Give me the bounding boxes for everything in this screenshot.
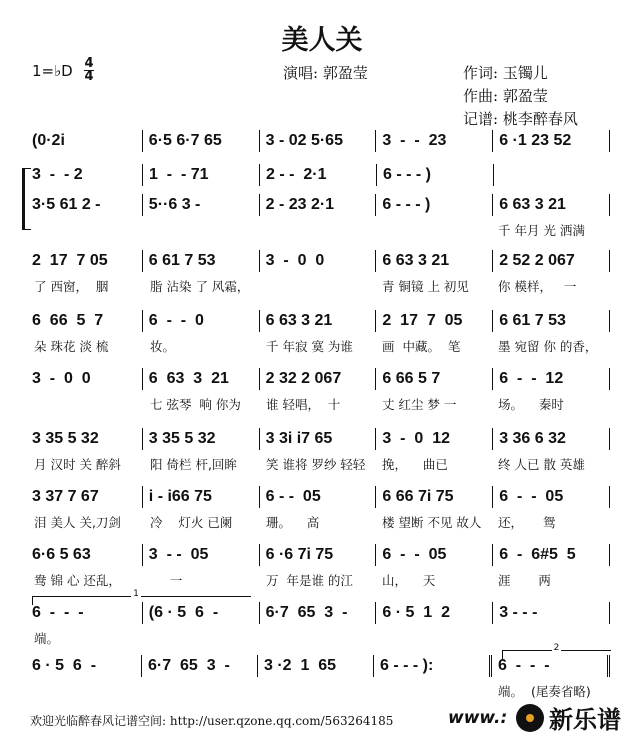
lyric-line <box>30 221 610 239</box>
measure: 6 61 7 53 <box>143 250 260 272</box>
measure: 2 52 2 067 <box>493 250 610 272</box>
measure: 3 - 0 12 <box>376 428 493 450</box>
logo-text: 新乐谱 <box>549 706 621 734</box>
time-signature <box>84 58 94 83</box>
measure: 6·6 5 63 <box>30 544 143 566</box>
lyric-line <box>30 395 610 413</box>
volta-label: 2 <box>553 643 560 653</box>
staff-row <box>30 194 610 216</box>
measure: 6 - - 12 <box>493 368 610 390</box>
lyric-segment: 阳 倚栏 杆,回眸 <box>150 457 237 472</box>
measure: 5··6 3 - <box>143 194 260 216</box>
composer-credit: 作曲: 郭盈莹 <box>463 87 548 105</box>
lyric-segment: 青 铜镜 上 初见 <box>382 279 469 294</box>
lyric-segment: 脂 沾染 了 风霜， <box>150 279 250 294</box>
lyric-segment: 还， 鸳 <box>498 515 556 530</box>
footer-www: www.: <box>448 708 508 728</box>
lyric-segment <box>30 682 146 700</box>
measure: 6 63 3 21 <box>143 368 260 390</box>
lyric-line <box>30 337 610 355</box>
measure: 3 37 7 67 <box>30 486 143 508</box>
staff-row <box>30 602 610 624</box>
lyric-segment: 鸯 锦 心 还乱， <box>34 573 121 588</box>
lyric-segment: 月 汉时 关 醉斜 <box>34 457 121 472</box>
site-logo <box>512 700 625 735</box>
measure: 6 - - - ) <box>377 164 494 186</box>
lyric-segment: 楼 望断 不见 故人 <box>382 515 482 530</box>
measure: 6 · 5 1 2 <box>376 602 493 624</box>
lyric-segment: 端。 (尾奏省略) <box>498 684 591 699</box>
lyric-line <box>30 513 610 531</box>
measure: 6 61 7 53 <box>493 310 610 332</box>
lyric-segment <box>378 629 494 647</box>
lyric-segment: 丈 红尘 梦 一 <box>382 397 457 412</box>
lyric-line <box>30 629 610 647</box>
song-title: 美人关 <box>281 25 363 56</box>
lyric-segment: 画 中藏。 笔 <box>382 339 461 354</box>
lyric-segment <box>146 682 262 700</box>
measure: 6 - - 05 <box>493 486 610 508</box>
lyric-segment <box>146 221 262 239</box>
measure: 2 - - 2·1 <box>260 164 377 186</box>
measure: 6 ·1 23 52 <box>493 130 610 152</box>
lyric-line <box>30 455 610 473</box>
lyric-segment: 终 人已 散 英雄 <box>498 457 585 472</box>
key-signature: 1=♭D <box>32 62 73 80</box>
measure: 6 - - - ) <box>376 194 493 216</box>
lyric-segment: 一 <box>150 573 183 588</box>
lyric-segment: 冷 灯火 已阑 <box>150 515 233 530</box>
measure: 6·5 6·7 65 <box>143 130 260 152</box>
measure: 6 · 5 6 - <box>30 655 142 677</box>
measure: 2 - 23 2·1 <box>260 194 377 216</box>
staff-row <box>30 368 610 390</box>
lyric-segment: 端。 <box>34 631 60 646</box>
lyric-segment: 泪 美人 关,刀剑 <box>34 515 121 530</box>
lyric-segment: 万 年是谁 的江 <box>266 573 353 588</box>
measure: 6 - - 05 <box>260 486 377 508</box>
staff-row <box>30 130 610 152</box>
measure: i - i66 75 <box>143 486 260 508</box>
footer-text: 欢迎光临醉春风记谱空间: http://user.qzone.qq.com/563264185 <box>30 714 394 728</box>
lyric-segment <box>30 395 146 413</box>
lyric-segment <box>378 221 494 239</box>
measure: 6 66 7i 75 <box>376 486 493 508</box>
time-top: 4 <box>84 56 94 71</box>
measure: 6 - - - <box>492 655 610 677</box>
lyric-segment: 七 弦琴 响 你为 <box>150 397 241 412</box>
measure: 6 - - - <box>30 602 143 624</box>
lyric-segment: 山， 天 <box>382 573 436 588</box>
lyric-segment: 笑 谁将 罗纱 轻轻 <box>266 457 366 472</box>
lyricist-credit: 作词: 玉镯儿 <box>463 64 548 82</box>
measure: (6 · 5 6 - <box>143 602 260 624</box>
measure: 6 - 6#5 5 <box>493 544 610 566</box>
measure: 3 35 5 32 <box>30 428 143 450</box>
lyric-segment <box>262 629 378 647</box>
measure: 3·5 61 2 - <box>30 194 143 216</box>
measure: 6·7 65 3 - <box>260 602 377 624</box>
staff-row <box>30 486 610 508</box>
lyric-segment: 妆。 <box>150 339 176 354</box>
measure: 6 66 5 7 <box>376 368 493 390</box>
measure: 3 - 0 0 <box>30 368 143 390</box>
lyric-segment: 场。 秦时 <box>498 397 564 412</box>
staff-row <box>30 310 610 332</box>
lyric-segment: 千 年寂 寞 为谁 <box>266 339 353 354</box>
measure: 3 - 0 0 <box>260 250 377 272</box>
measure: 2 17 7 05 <box>376 310 493 332</box>
measure: 6 - - 05 <box>376 544 493 566</box>
lyric-segment: 你 模样， 一 <box>498 279 577 294</box>
measure: 3 3i i7 65 <box>260 428 377 450</box>
measure: 6 63 3 21 <box>376 250 493 272</box>
lyric-segment: 挽， 曲已 <box>382 457 448 472</box>
lyric-segment: 墨 宛留 你 的香， <box>498 339 598 354</box>
volta-second-ending <box>502 643 611 659</box>
lyric-segment: 朵 珠花 淡 梳 <box>34 339 109 354</box>
lyric-line <box>30 571 610 589</box>
measure: 3 - - 05 <box>143 544 260 566</box>
measure: 3 - - 2 <box>30 164 143 186</box>
measure: 3 36 6 32 <box>493 428 610 450</box>
measure: 3 - - - <box>493 602 610 624</box>
lyric-segment: 涯 两 <box>498 573 551 588</box>
volta-first-ending <box>32 589 251 605</box>
staff-row <box>30 428 610 450</box>
staff-row <box>30 250 610 272</box>
lyric-segment: 珊。 高 <box>266 515 320 530</box>
lyric-segment: 千 年月 光 洒满 <box>498 223 585 238</box>
measure: 6 63 3 21 <box>493 194 610 216</box>
measure: 3 - 02 5·65 <box>260 130 377 152</box>
measure: 6 63 3 21 <box>260 310 377 332</box>
measure: 2 32 2 067 <box>260 368 377 390</box>
measure: 6·7 65 3 - <box>142 655 258 677</box>
lyric-segment <box>262 277 378 295</box>
lyric-segment <box>378 682 494 700</box>
singer-credit: 演唱: 郭盈莹 <box>283 64 368 82</box>
staff-row <box>30 164 494 186</box>
measure: 6 66 5 7 <box>30 310 143 332</box>
measure: 1 - - 71 <box>143 164 260 186</box>
lyric-segment <box>262 682 378 700</box>
lyric-line <box>30 682 610 700</box>
lyric-segment <box>262 221 378 239</box>
measure: 3 35 5 32 <box>143 428 260 450</box>
time-bottom: 4 <box>84 69 94 84</box>
measure: 3 ·2 1 65 <box>258 655 374 677</box>
transcriber-credit: 记谱: 桃李醉春风 <box>463 110 578 128</box>
lyric-segment: 谁 轻唱， 十 <box>266 397 341 412</box>
measure: 2 17 7 05 <box>30 250 143 272</box>
vinyl-disc-icon <box>516 704 544 732</box>
lyric-line <box>30 277 610 295</box>
measure: 6 - - - ): <box>374 655 492 677</box>
measure: 6 ·6 7i 75 <box>260 544 377 566</box>
measure: 3 - - 23 <box>376 130 493 152</box>
lyric-segment <box>30 221 146 239</box>
measure: 6 - - 0 <box>143 310 260 332</box>
staff-row <box>30 544 610 566</box>
volta-label: 1 <box>133 589 139 599</box>
lyric-segment: 了 西窗， 胭 <box>34 279 109 294</box>
measure: (0·2i <box>30 130 143 152</box>
lyric-segment <box>146 629 262 647</box>
